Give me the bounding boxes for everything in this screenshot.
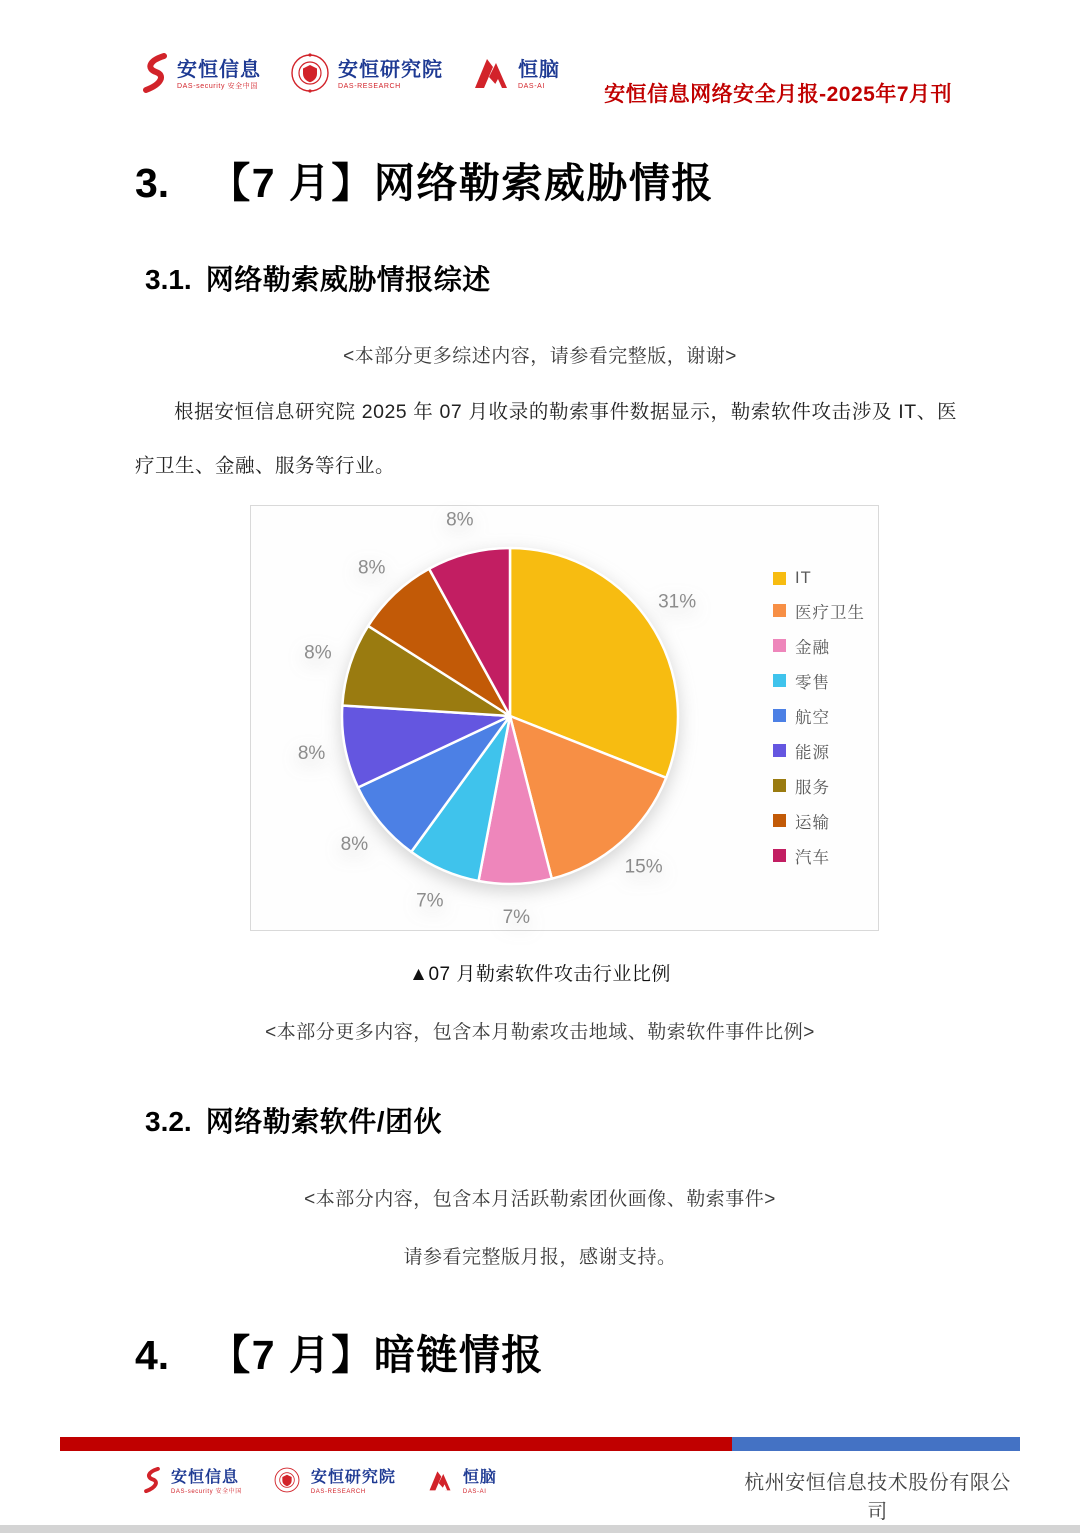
section-32-note: <本部分内容，包含本月活跃勒索团伙画像、勒索事件>: [304, 1189, 776, 1210]
section-4-number: 4.: [135, 1332, 170, 1378]
legend-label: 零售: [795, 673, 830, 692]
more-content-note: <本部分更多内容，包含本月勒索攻击地域、勒索软件事件比例>: [265, 1022, 815, 1043]
footer-das-research-logo-text: 安恒研究院: [310, 1468, 396, 1486]
page-bottom-strip: [0, 1525, 1080, 1533]
legend-item: [773, 739, 865, 763]
legend-swatch-icon: [773, 572, 786, 585]
legend-swatch-icon: [773, 709, 786, 722]
legend-item: [773, 704, 865, 728]
legend-swatch-icon: [773, 674, 786, 687]
footer-bar-red-segment: [60, 1437, 732, 1451]
legend-label: 医疗卫生: [795, 603, 865, 622]
footer-das-security-logo-text: 安恒信息: [171, 1468, 240, 1486]
pie-percent-label: 7%: [502, 906, 531, 926]
footer-das-security-logo: [140, 1464, 242, 1501]
footer-accent-bar: [60, 1437, 1020, 1451]
footer-das-ai-logo-subtext: DAS-AI: [462, 1488, 487, 1495]
pie-percent-label: 31%: [658, 591, 697, 613]
das-security-logo-text: 安恒信息: [177, 59, 261, 82]
legend-item: [773, 569, 865, 588]
legend-item: [773, 844, 865, 868]
das-security-swoosh-icon: [140, 1464, 164, 1501]
footer-bar-blue-segment: [732, 1437, 1020, 1451]
legend-label: 汽车: [795, 848, 830, 867]
legend-swatch-icon: [773, 639, 786, 652]
legend-label: IT: [795, 568, 812, 587]
chart-legend: [773, 569, 865, 868]
legend-item: [773, 809, 865, 833]
pie-percent-label: 8%: [357, 557, 386, 579]
pie-percent-label: 7%: [416, 889, 444, 911]
legend-item: [773, 599, 865, 623]
legend-item: [773, 634, 865, 658]
legend-swatch-icon: [773, 779, 786, 792]
section-31-number: 3.1.: [145, 264, 192, 295]
section-32-number: 3.2.: [145, 1106, 192, 1137]
das-research-logo-text: 安恒研究院: [338, 59, 443, 82]
das-security-logo-subtext: DAS-security 安全中国: [177, 83, 258, 91]
pie-chart-svg: [275, 506, 745, 926]
full-report-note: 请参看完整版月报，感谢支持。: [403, 1247, 677, 1268]
pie-percent-label: 8%: [297, 742, 326, 764]
das-research-logo-subtext: DAS-RESEARCH: [338, 83, 401, 91]
footer-das-research-logo-subtext: DAS-RESEARCH: [310, 1488, 366, 1495]
footer-das-ai-logo: [424, 1466, 497, 1500]
chart-caption: ▲07 月勒索软件攻击行业比例: [409, 964, 671, 985]
pie-percent-label: 15%: [624, 856, 663, 878]
das-ai-logo-text: 恒脑: [518, 59, 560, 82]
section-32-title: 网络勒索软件/团伙: [205, 1106, 442, 1137]
section-4-heading: [135, 1322, 544, 1381]
legend-label: 航空: [795, 708, 830, 727]
section-31-title: 网络勒索威胁情报综述: [205, 264, 491, 295]
pie-chart-card: [250, 505, 879, 931]
legend-swatch-icon: [773, 814, 786, 827]
legend-label: 金融: [795, 638, 830, 657]
section-3-heading: [135, 150, 714, 209]
pie-percent-label: 8%: [340, 833, 369, 855]
section-3-number: 3.: [135, 160, 170, 206]
legend-swatch-icon: [773, 604, 786, 617]
das-research-emblem-icon: [270, 1463, 304, 1502]
summary-paragraph: 根据安恒信息研究院 2025 年 07 月收录的勒索事件数据显示，勒索软件攻击涉及 IT、医疗卫生、金融、服务等行业。: [135, 401, 957, 477]
das-ai-mark-icon: [424, 1466, 456, 1500]
pie-percent-label: 8%: [446, 508, 474, 530]
legend-label: 运输: [795, 813, 830, 832]
legend-item: [773, 774, 865, 798]
legend-swatch-icon: [773, 744, 786, 757]
legend-item: [773, 669, 865, 693]
pie-percent-label: 8%: [304, 642, 332, 664]
footer-company-name: 杭州安恒信息技术股份有限公司: [744, 1472, 1011, 1523]
issue-title: 安恒信息网络安全月报-2025年7月刊: [604, 83, 952, 106]
legend-label: 服务: [795, 778, 830, 797]
footer-logo-row: [140, 1463, 497, 1502]
section-32-heading: [145, 1100, 442, 1140]
legend-swatch-icon: [773, 849, 786, 862]
legend-label: 能源: [795, 743, 830, 762]
section-4-title: 【7 月】暗链情报: [209, 1332, 544, 1378]
summary-note: <本部分更多综述内容，请参看完整版，谢谢>: [343, 346, 737, 367]
footer-das-security-logo-subtext: DAS-security 安全中国: [171, 1488, 242, 1495]
footer-das-research-logo: [270, 1463, 396, 1502]
pie-chart-area: [275, 506, 745, 931]
section-3-title: 【7 月】网络勒索威胁情报: [209, 160, 714, 206]
section-31-heading: [145, 258, 491, 298]
das-ai-logo-subtext: DAS-AI: [518, 83, 545, 91]
footer-das-ai-logo-text: 恒脑: [462, 1468, 497, 1486]
